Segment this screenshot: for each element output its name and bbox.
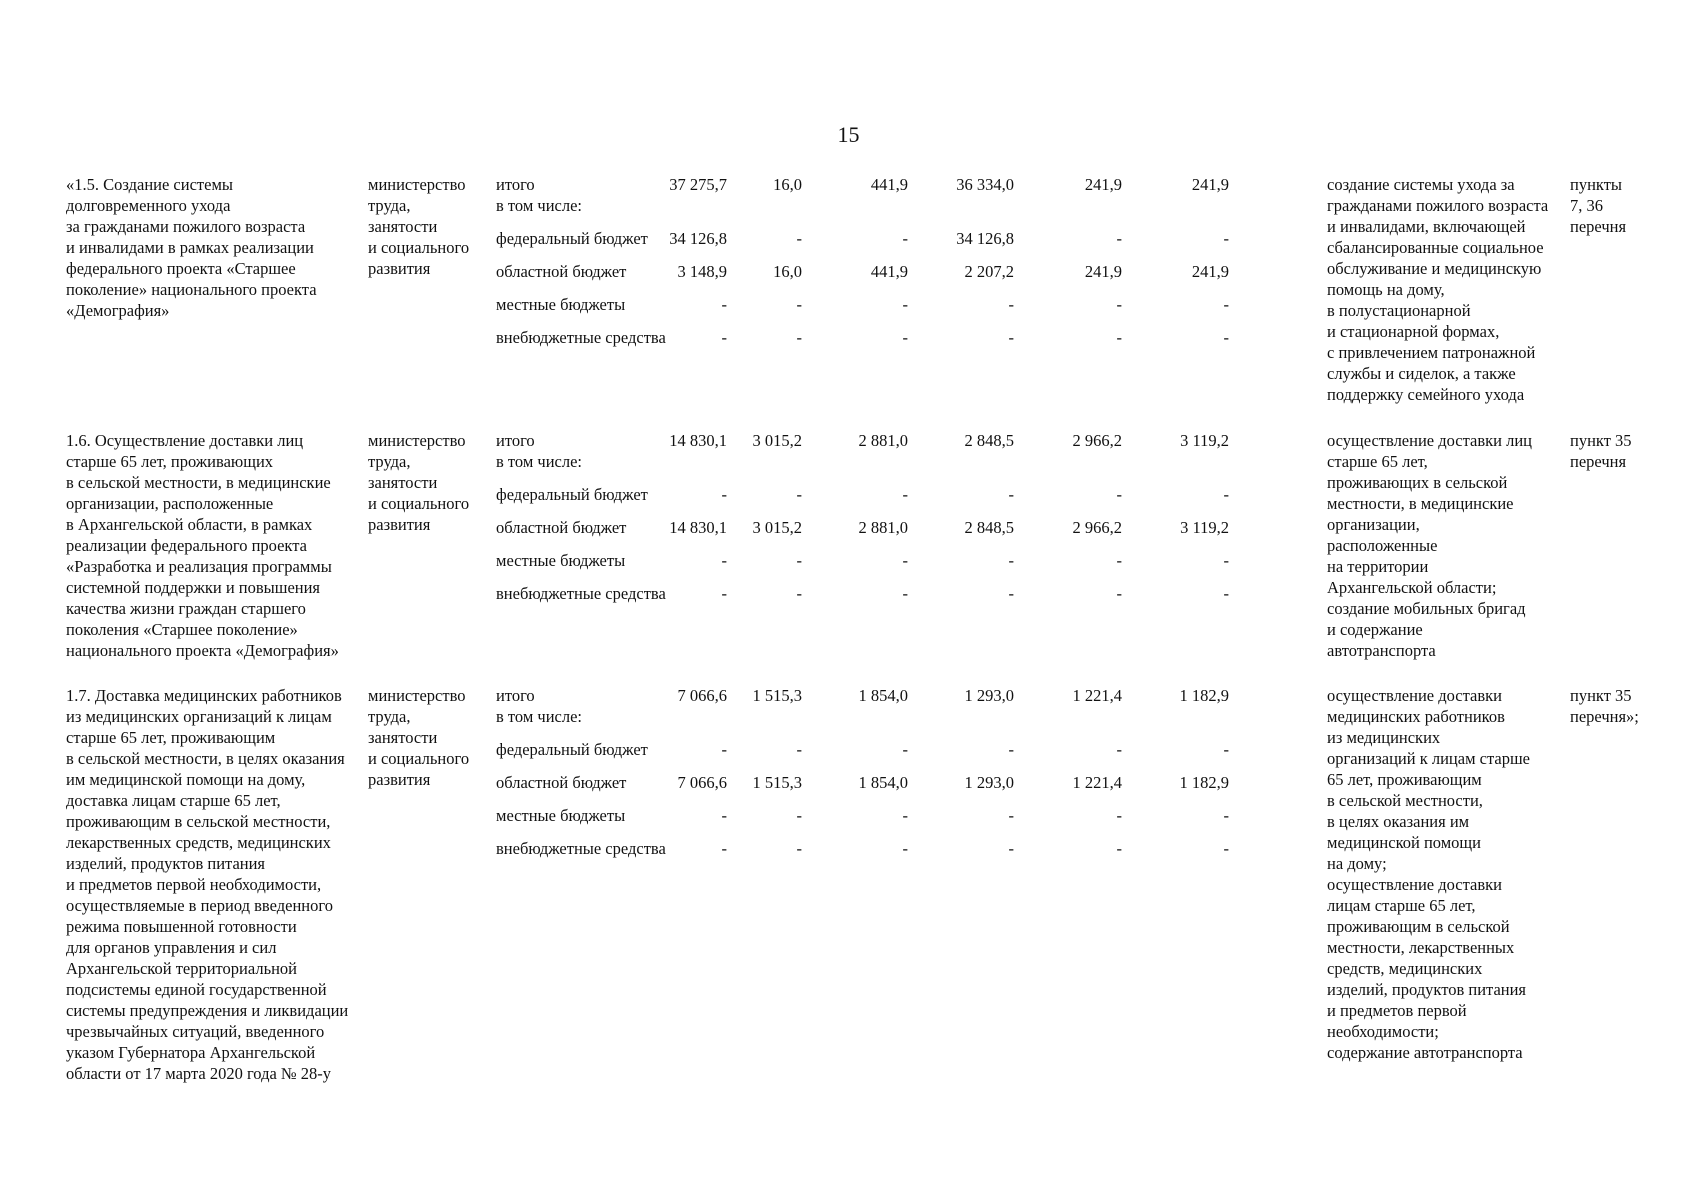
funding-value: - xyxy=(902,295,908,314)
funding-value: - xyxy=(1008,584,1014,603)
funding-source-label: внебюджетные средства xyxy=(496,328,666,347)
funding-value: - xyxy=(721,584,727,603)
funding-row-regional xyxy=(494,517,1300,550)
funding-value: - xyxy=(1223,229,1229,248)
funding-source-label: внебюджетные средства xyxy=(496,584,666,603)
funding-value: - xyxy=(902,229,908,248)
funding-value: - xyxy=(1008,551,1014,570)
funding-value: - xyxy=(1008,806,1014,825)
funding-value: 37 275,7 xyxy=(669,175,727,194)
funding-value: 241,9 xyxy=(1191,262,1229,281)
funding-value: 1 182,9 xyxy=(1179,773,1229,792)
funding-value: 441,9 xyxy=(870,262,908,281)
funding-value: - xyxy=(1223,839,1229,858)
funding-value: - xyxy=(902,485,908,504)
funding-source-label: итого в том числе: xyxy=(496,686,583,726)
funding-value: - xyxy=(1223,295,1229,314)
funding-source-label: федеральный бюджет xyxy=(496,485,648,504)
funding-row-federal xyxy=(494,484,1300,517)
funding-value: 1 221,4 xyxy=(1072,686,1122,705)
funding-row-total xyxy=(494,685,1300,739)
funding-value: - xyxy=(902,551,908,570)
funding-value: - xyxy=(902,806,908,825)
funding-value: 34 126,8 xyxy=(956,229,1014,248)
funding-value: - xyxy=(721,328,727,347)
funding-source-label: местные бюджеты xyxy=(496,295,626,314)
funding-value: 3 119,2 xyxy=(1180,518,1229,537)
funding-value: - xyxy=(721,806,727,825)
funding-value: - xyxy=(796,229,802,248)
funding-table xyxy=(494,685,1300,871)
funding-row-total xyxy=(494,430,1300,484)
funding-source-label: федеральный бюджет xyxy=(496,229,648,248)
expected-result: создание системы ухода за гражданами пожилого возраста и инвалидами, включающей сбалансированные социальное обслуживание и медицинскую помощь на дому, в полустационарной и стационарной формах, с привлечением патронажной службы и сиделок, а также поддержку семейного ухода xyxy=(1327,175,1549,404)
funding-value: 2 966,2 xyxy=(1072,431,1122,450)
funding-value: - xyxy=(902,328,908,347)
funding-value: - xyxy=(1008,328,1014,347)
funding-table xyxy=(494,174,1300,360)
funding-value: 1 854,0 xyxy=(858,686,908,705)
funding-row-federal xyxy=(494,739,1300,772)
funding-value: 1 182,9 xyxy=(1179,686,1229,705)
funding-value: - xyxy=(1223,328,1229,347)
responsible-executor: министерство труда, занятости и социального развития xyxy=(368,686,470,789)
list-reference: пункт 35 перечня xyxy=(1570,431,1632,471)
funding-value: 3 148,9 xyxy=(677,262,727,281)
funding-value: - xyxy=(1116,551,1122,570)
funding-value: - xyxy=(721,551,727,570)
responsible-executor: министерство труда, занятости и социального развития xyxy=(368,175,470,278)
funding-row-local xyxy=(494,294,1300,327)
funding-source-label: местные бюджеты xyxy=(496,551,626,570)
funding-value: 1 221,4 xyxy=(1072,773,1122,792)
funding-value: 3 015,2 xyxy=(752,431,802,450)
funding-value: - xyxy=(1008,295,1014,314)
funding-row-local xyxy=(494,550,1300,583)
funding-source-label: областной бюджет xyxy=(496,518,627,537)
funding-source-label: итого в том числе: xyxy=(496,431,583,471)
funding-value: - xyxy=(1223,806,1229,825)
funding-value: 14 830,1 xyxy=(669,518,727,537)
funding-value: 7 066,6 xyxy=(677,773,727,792)
funding-value: 2 881,0 xyxy=(858,518,908,537)
funding-value: 241,9 xyxy=(1191,175,1229,194)
list-reference: пункты 7, 36 перечня xyxy=(1570,175,1627,236)
expected-result: осуществление доставки лиц старше 65 лет, проживающих в сельской местности, в медицинские организации, расположенные на территории Архангельской области; создание мобильных бригад и содержание автотранспорта xyxy=(1327,431,1533,660)
funding-value: - xyxy=(721,295,727,314)
funding-row-federal xyxy=(494,228,1300,261)
funding-value: - xyxy=(796,328,802,347)
funding-value: - xyxy=(1008,839,1014,858)
funding-value: - xyxy=(721,485,727,504)
funding-row-extrabudgetary xyxy=(494,838,1300,871)
funding-source-label: местные бюджеты xyxy=(496,806,626,825)
funding-value: - xyxy=(1008,485,1014,504)
funding-value: - xyxy=(1116,584,1122,603)
funding-value: 241,9 xyxy=(1084,175,1122,194)
funding-value: 2 848,5 xyxy=(964,431,1014,450)
funding-value: - xyxy=(1116,485,1122,504)
funding-row-regional xyxy=(494,261,1300,294)
funding-value: - xyxy=(796,551,802,570)
responsible-executor: министерство труда, занятости и социального развития xyxy=(368,431,470,534)
funding-source-label: федеральный бюджет xyxy=(496,740,648,759)
funding-value: 2 966,2 xyxy=(1072,518,1122,537)
funding-value: - xyxy=(1116,839,1122,858)
funding-value: - xyxy=(1116,806,1122,825)
funding-row-local xyxy=(494,805,1300,838)
funding-source-label: областной бюджет xyxy=(496,262,627,281)
funding-value: 1 515,3 xyxy=(752,686,802,705)
funding-value: 3 119,2 xyxy=(1180,431,1229,450)
funding-value: - xyxy=(902,584,908,603)
funding-value: - xyxy=(1223,485,1229,504)
funding-source-label: итого в том числе: xyxy=(496,175,583,215)
funding-source-label: внебюджетные средства xyxy=(496,839,666,858)
funding-value: 2 881,0 xyxy=(858,431,908,450)
funding-row-regional xyxy=(494,772,1300,805)
funding-source-label: областной бюджет xyxy=(496,773,627,792)
funding-value: - xyxy=(796,839,802,858)
funding-value: 34 126,8 xyxy=(669,229,727,248)
activity-name: 1.6. Осуществление доставки лиц старше 65 лет, проживающих в сельской местности, в медицинские организации, расположенные в Архангельской области, в рамках реализации федерального проекта «Разработка и реализация программы системной поддержки и повышения качества жизни граждан старшего поколения «Старшее поколение» национального проекта «Демография» xyxy=(66,431,339,660)
funding-value: - xyxy=(1116,328,1122,347)
funding-value: 1 293,0 xyxy=(964,686,1014,705)
funding-value: - xyxy=(796,485,802,504)
funding-value: - xyxy=(721,839,727,858)
funding-value: 1 515,3 xyxy=(752,773,802,792)
funding-table xyxy=(494,430,1300,616)
funding-value: - xyxy=(1008,740,1014,759)
funding-value: 16,0 xyxy=(773,262,802,281)
funding-row-extrabudgetary xyxy=(494,583,1300,616)
funding-value: 14 830,1 xyxy=(669,431,727,450)
activity-name: «1.5. Создание системы долговременного ухода за гражданами пожилого возраста и инвалидами в рамках реализации федерального проекта «Старшее поколение» национального проекта «Демография» xyxy=(66,175,317,320)
funding-value: - xyxy=(796,295,802,314)
funding-row-total xyxy=(494,174,1300,228)
funding-value: 2 207,2 xyxy=(964,262,1014,281)
funding-value: - xyxy=(1116,295,1122,314)
funding-value: - xyxy=(721,740,727,759)
funding-value: - xyxy=(796,740,802,759)
funding-value: 16,0 xyxy=(773,175,802,194)
funding-value: - xyxy=(1116,229,1122,248)
funding-value: - xyxy=(1223,740,1229,759)
funding-value: - xyxy=(1223,551,1229,570)
funding-value: 2 848,5 xyxy=(964,518,1014,537)
funding-row-extrabudgetary xyxy=(494,327,1300,360)
funding-value: - xyxy=(1223,584,1229,603)
funding-value: 1 293,0 xyxy=(964,773,1014,792)
funding-value: - xyxy=(902,839,908,858)
funding-value: 241,9 xyxy=(1084,262,1122,281)
funding-value: - xyxy=(796,806,802,825)
funding-value: 3 015,2 xyxy=(752,518,802,537)
list-reference: пункт 35 перечня»; xyxy=(1570,686,1639,726)
funding-value: - xyxy=(796,584,802,603)
funding-value: 36 334,0 xyxy=(956,175,1014,194)
activity-name: 1.7. Доставка медицинских работников из медицинских организаций к лицам старше 65 лет, проживающим в сельской местности, в целях оказания им медицинской помощи на дому, доставка лицам старше 65 лет, проживающим в сельской местности, лекарственных средств, медицинских изделий, продуктов питания и предметов первой необходимости, осуществляемые в период введенного режима повышенной готовности для органов управления и сил Архангельской территориальной подсистемы единой государственной системы предупреждения и ликвидации чрезвычайных ситуаций, введенного указом Губернатора Архангельской области от 17 марта 2020 года № 28-у xyxy=(66,686,349,1083)
page-number: 15 xyxy=(837,122,860,147)
expected-result: осуществление доставки медицинских работников из медицинских организаций к лицам старше 65 лет, проживающим в сельской местности, в целях оказания им медицинской помощи на дому; осуществление доставки лицам старше 65 лет, проживающим в сельской местности, лекарственных средств, медицинских изделий, продуктов питания и предметов первой необходимости; содержание автотранспорта xyxy=(1327,686,1530,1062)
funding-value: - xyxy=(1116,740,1122,759)
funding-value: - xyxy=(902,740,908,759)
funding-value: 1 854,0 xyxy=(858,773,908,792)
funding-value: 7 066,6 xyxy=(677,686,727,705)
funding-value: 441,9 xyxy=(870,175,908,194)
